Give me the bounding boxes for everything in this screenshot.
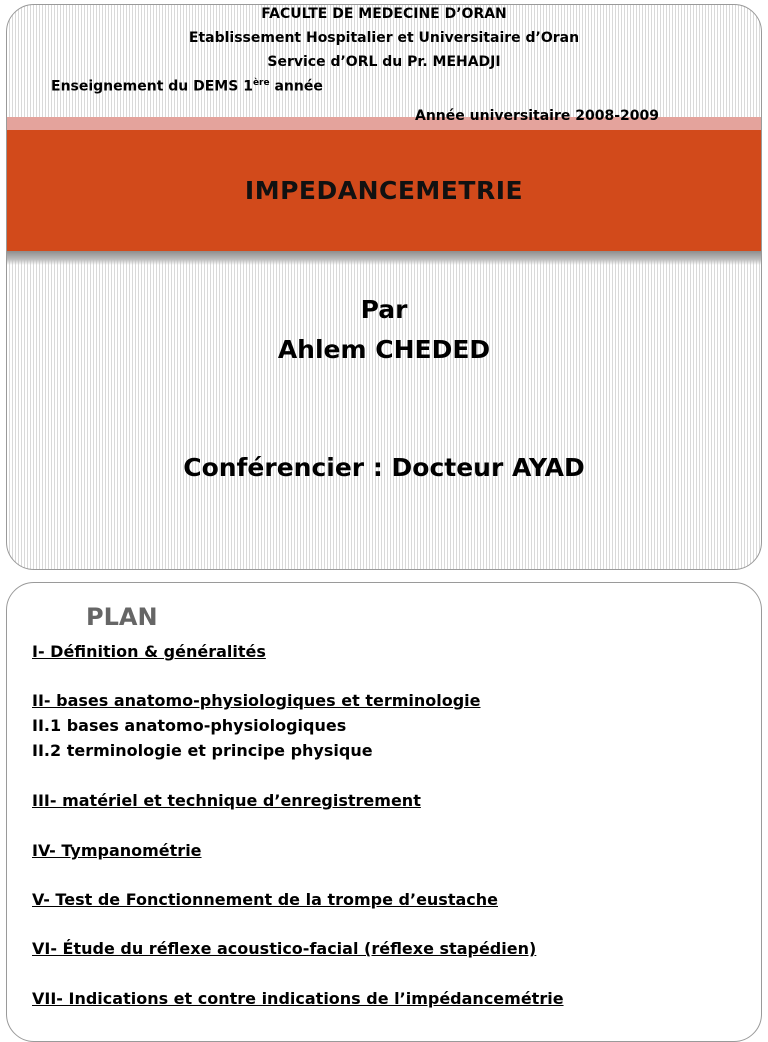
faculty-heading: FACULTE DE MEDECINE D’ORAN: [261, 6, 507, 22]
plan-title: PLAN: [86, 603, 158, 631]
by-label: Par: [360, 295, 408, 324]
plan-slide: [6, 582, 762, 1042]
title-band-shadow: [7, 251, 761, 265]
academic-year: Année universitaire 2008-2009: [415, 108, 659, 124]
teaching-suffix: année: [269, 78, 323, 95]
plan-item-7: VII- Indications et contre indications de l’impédancemétrie: [32, 989, 564, 1008]
lecturer-line: Conférencier : Docteur AYAD: [183, 453, 585, 482]
presentation-title: IMPEDANCEMETRIE: [244, 176, 524, 205]
plan-item-6: VI- Étude du réflexe acoustico-facial (réflexe stapédien): [32, 939, 537, 958]
plan-item-5: V- Test de Fonctionnement de la trompe d’eustache: [32, 890, 498, 909]
plan-subitem-2-1: II.1 bases anatomo-physiologiques: [32, 716, 347, 735]
teaching-prefix: Enseignement du DEMS 1: [51, 78, 253, 95]
plan-item-2: II- bases anatomo-physiologiques et terminologie: [32, 691, 481, 710]
title-slide: [6, 4, 762, 570]
plan-item-1: I- Définition & généralités: [32, 642, 266, 661]
plan-subitem-2-2: II.2 terminologie et principe physique: [32, 741, 373, 760]
plan-item-3: III- matériel et technique d’enregistrement: [32, 791, 421, 810]
plan-item-4: IV- Tympanométrie: [32, 841, 202, 860]
author-name: Ahlem CHEDED: [277, 335, 491, 364]
teaching-line: [51, 78, 323, 95]
teaching-superscript: ère: [252, 78, 270, 88]
service-heading: Service d’ORL du Pr. MEHADJI: [267, 54, 501, 70]
hospital-heading: Etablissement Hospitalier et Universitaire d’Oran: [188, 30, 580, 46]
